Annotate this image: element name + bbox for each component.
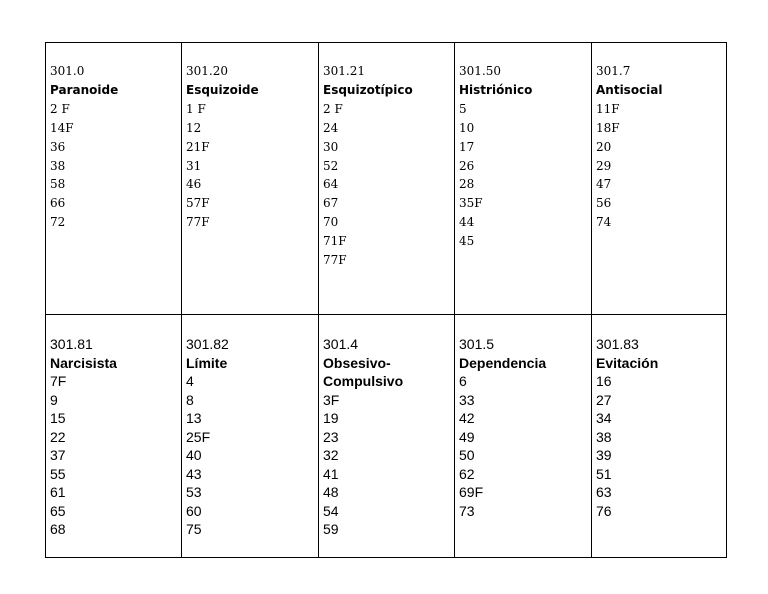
list-item: 8 xyxy=(186,391,194,408)
list-item: 17 xyxy=(459,139,475,154)
list-item: 20 xyxy=(596,139,612,154)
list-item: 62 xyxy=(459,465,475,482)
list-item: 69F xyxy=(459,484,484,500)
list-item: 6 xyxy=(459,373,467,389)
item-list xyxy=(323,391,454,539)
list-item: 55 xyxy=(50,465,66,482)
list-item: 75 xyxy=(186,521,202,537)
list-item: 71F xyxy=(323,234,347,249)
list-item: 49 xyxy=(459,428,475,445)
list-item: 42 xyxy=(459,410,475,426)
list-item: 48 xyxy=(323,484,339,500)
list-item: 32 xyxy=(323,447,339,463)
list-item: 10 xyxy=(459,120,475,135)
list-item: 35F xyxy=(459,196,483,211)
list-item: 13 xyxy=(186,410,202,426)
table-cell-evitacion xyxy=(592,315,726,557)
table-cell-histrionico xyxy=(455,43,592,315)
list-item: 36 xyxy=(50,139,66,154)
list-item: 29 xyxy=(596,158,612,173)
list-item: 54 xyxy=(323,502,339,519)
list-item: 38 xyxy=(596,428,612,445)
list-item: 64 xyxy=(323,177,339,192)
list-item: 4 xyxy=(186,373,194,389)
item-list xyxy=(50,372,181,539)
list-item: 77F xyxy=(323,253,347,268)
disorder-name: Esquizotípico xyxy=(323,82,413,97)
list-item: 57F xyxy=(186,196,210,211)
list-item: 31 xyxy=(186,158,202,173)
table-cell-antisocial xyxy=(592,43,726,315)
list-item: 11F xyxy=(596,101,620,116)
code: 301.7 xyxy=(596,64,631,78)
disorder-name: Dependencia xyxy=(459,354,547,371)
list-item: 30 xyxy=(323,139,339,154)
list-item: 51 xyxy=(596,465,612,482)
item-list xyxy=(186,372,318,539)
list-item: 19 xyxy=(323,410,339,426)
list-item: 67 xyxy=(323,196,339,211)
list-item: 77F xyxy=(186,215,210,230)
code: 301.4 xyxy=(323,336,359,352)
code: 301.21 xyxy=(323,64,365,78)
item-list xyxy=(596,100,726,232)
list-item: 72 xyxy=(50,215,66,230)
item-list xyxy=(596,372,726,520)
item-list xyxy=(459,372,591,520)
list-item: 37 xyxy=(50,447,66,463)
list-item: 2 F xyxy=(50,101,70,116)
list-item: 28 xyxy=(459,177,475,192)
list-item: 23 xyxy=(323,428,339,445)
code: 301.81 xyxy=(50,336,93,352)
list-item: 58 xyxy=(50,177,66,192)
list-item: 43 xyxy=(186,465,202,482)
disorder-name: Paranoide xyxy=(50,82,119,97)
list-item: 9 xyxy=(50,391,58,408)
list-item: 21F xyxy=(186,139,210,154)
list-item: 44 xyxy=(459,215,475,230)
list-item: 2 F xyxy=(323,101,343,116)
item-list xyxy=(186,100,318,232)
list-item: 38 xyxy=(50,158,66,173)
disorder-name: Límite xyxy=(186,354,228,371)
list-item: 3F xyxy=(323,391,340,408)
disorder-name: Histriónico xyxy=(459,82,533,97)
list-item: 1 F xyxy=(186,101,206,116)
disorder-name: Evitación xyxy=(596,354,659,371)
list-item: 7F xyxy=(50,373,67,389)
table-cell-limite xyxy=(182,315,319,557)
list-item: 22 xyxy=(50,428,66,445)
list-item: 18F xyxy=(596,120,620,135)
list-item: 41 xyxy=(323,465,339,482)
code: 301.50 xyxy=(459,64,501,78)
disorder-name: Antisocial xyxy=(596,82,663,97)
code: 301.0 xyxy=(50,64,85,78)
list-item: 76 xyxy=(596,502,612,519)
code: 301.82 xyxy=(186,336,229,352)
table-cell-obsesivo-compulsivo xyxy=(319,315,455,557)
disorder-name: Obsesivo- Compulsivo xyxy=(323,354,404,389)
list-item: 14F xyxy=(50,120,74,135)
list-item: 40 xyxy=(186,447,202,463)
list-item: 61 xyxy=(50,484,66,500)
item-list xyxy=(459,100,591,251)
list-item: 65 xyxy=(50,502,66,519)
list-item: 60 xyxy=(186,502,202,519)
item-list xyxy=(323,100,454,270)
list-item: 66 xyxy=(50,196,66,211)
list-item: 16 xyxy=(596,373,612,389)
list-item: 73 xyxy=(459,502,475,519)
list-item: 52 xyxy=(323,158,339,173)
list-item: 15 xyxy=(50,410,66,426)
list-item: 63 xyxy=(596,484,612,500)
table-cell-esquizoide xyxy=(182,43,319,315)
list-item: 33 xyxy=(459,391,475,408)
code: 301.5 xyxy=(459,336,495,352)
list-item: 70 xyxy=(323,215,339,230)
table-cell-narcisista xyxy=(46,315,182,557)
list-item: 25F xyxy=(186,428,211,445)
list-item: 45 xyxy=(459,234,475,249)
list-item: 50 xyxy=(459,447,475,463)
list-item: 5 xyxy=(459,101,467,116)
table-cell-paranoide xyxy=(46,43,182,315)
list-item: 47 xyxy=(596,177,612,192)
list-item: 46 xyxy=(186,177,202,192)
list-item: 53 xyxy=(186,484,202,500)
list-item: 24 xyxy=(323,120,339,135)
list-item: 56 xyxy=(596,196,612,211)
list-item: 27 xyxy=(596,391,612,408)
personality-disorder-table xyxy=(45,42,727,558)
disorder-name: Esquizoide xyxy=(186,82,259,97)
list-item: 34 xyxy=(596,410,612,426)
table-cell-esquizotipico xyxy=(319,43,455,315)
disorder-name: Narcisista xyxy=(50,354,117,371)
list-item: 59 xyxy=(323,521,339,537)
item-list xyxy=(50,100,181,232)
list-item: 26 xyxy=(459,158,475,173)
list-item: 74 xyxy=(596,215,612,230)
list-item: 68 xyxy=(50,521,66,537)
code: 301.20 xyxy=(186,64,228,78)
code: 301.83 xyxy=(596,336,639,352)
list-item: 12 xyxy=(186,120,202,135)
table-cell-dependencia xyxy=(455,315,592,557)
list-item: 39 xyxy=(596,447,612,463)
